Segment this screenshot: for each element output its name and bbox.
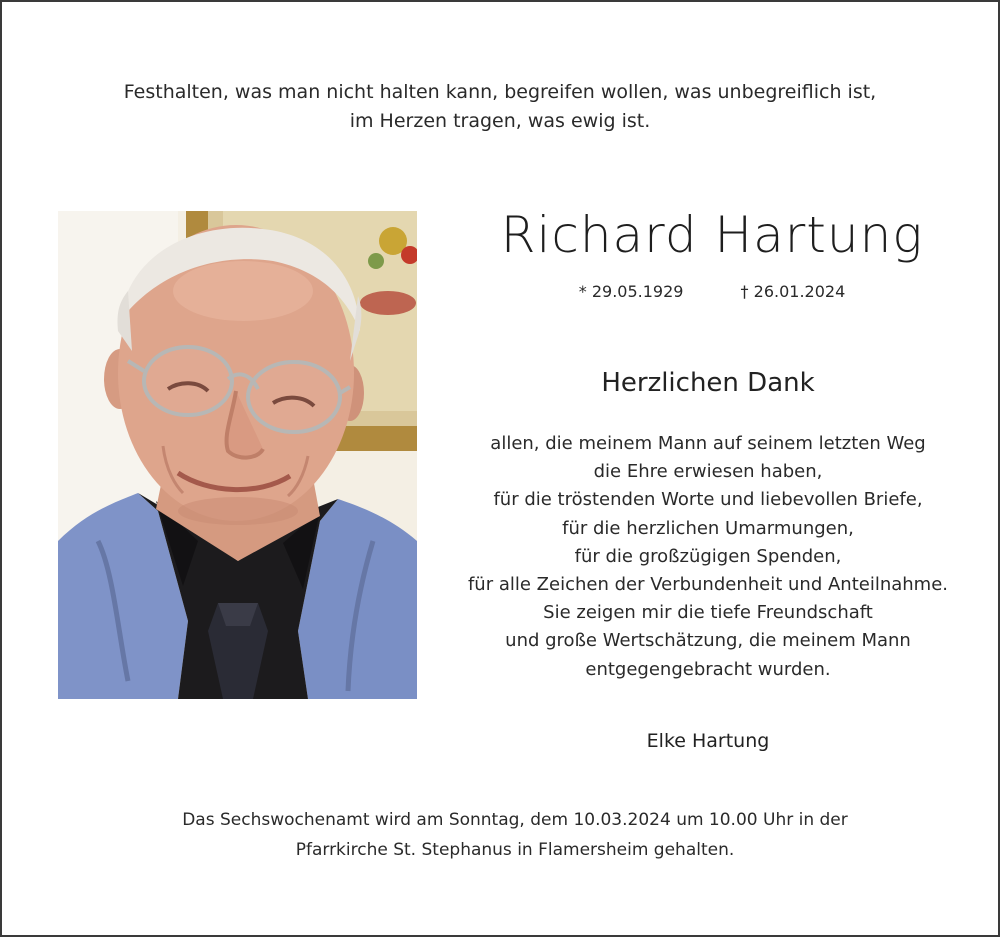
notice-line-1: Das Sechswochenamt wird am Sonntag, dem 10.03.2024 um 10.00 Uhr in der xyxy=(182,810,848,830)
thanks-line: und große Wertschätzung, die meinem Mann xyxy=(505,630,911,652)
death-date: † 26.01.2024 xyxy=(740,282,846,301)
thanks-line: für die großzügigen Spenden, xyxy=(574,545,842,567)
memorial-service-notice xyxy=(2,805,1000,865)
thanks-line: für die tröstenden Worte und liebevollen Briefe, xyxy=(493,489,923,511)
thanks-heading: Herzlichen Dank xyxy=(601,368,815,398)
birth-date: * 29.05.1929 xyxy=(578,282,684,301)
thanks-line: entgegengebracht wurden. xyxy=(585,658,831,680)
notice-line-2: Pfarrkirche St. Stephanus in Flamersheim gehalten. xyxy=(295,840,735,860)
motto-quote xyxy=(2,78,998,136)
signature-name: Elke Hartung xyxy=(646,730,770,752)
thanks-line: für die herzlichen Umarmungen, xyxy=(562,517,854,539)
thanks-line: allen, die meinem Mann auf seinem letzten Weg xyxy=(490,433,926,454)
thanks-text xyxy=(438,430,978,684)
thanks-line: für alle Zeichen der Verbundenheit und Anteilnahme. xyxy=(467,574,949,596)
motto-line-1: Festhalten, was man nicht halten kann, begreifen wollen, was unbegreiflich ist, xyxy=(123,81,877,103)
thanks-line: Sie zeigen mir die tiefe Freundschaft xyxy=(543,602,873,624)
thanks-line: die Ehre erwiesen haben, xyxy=(593,461,823,483)
motto-line-2: im Herzen tragen, was ewig ist. xyxy=(349,110,651,132)
deceased-name: Richard Hartung xyxy=(500,206,924,264)
portrait-photo xyxy=(58,211,417,699)
life-dates xyxy=(472,282,952,301)
